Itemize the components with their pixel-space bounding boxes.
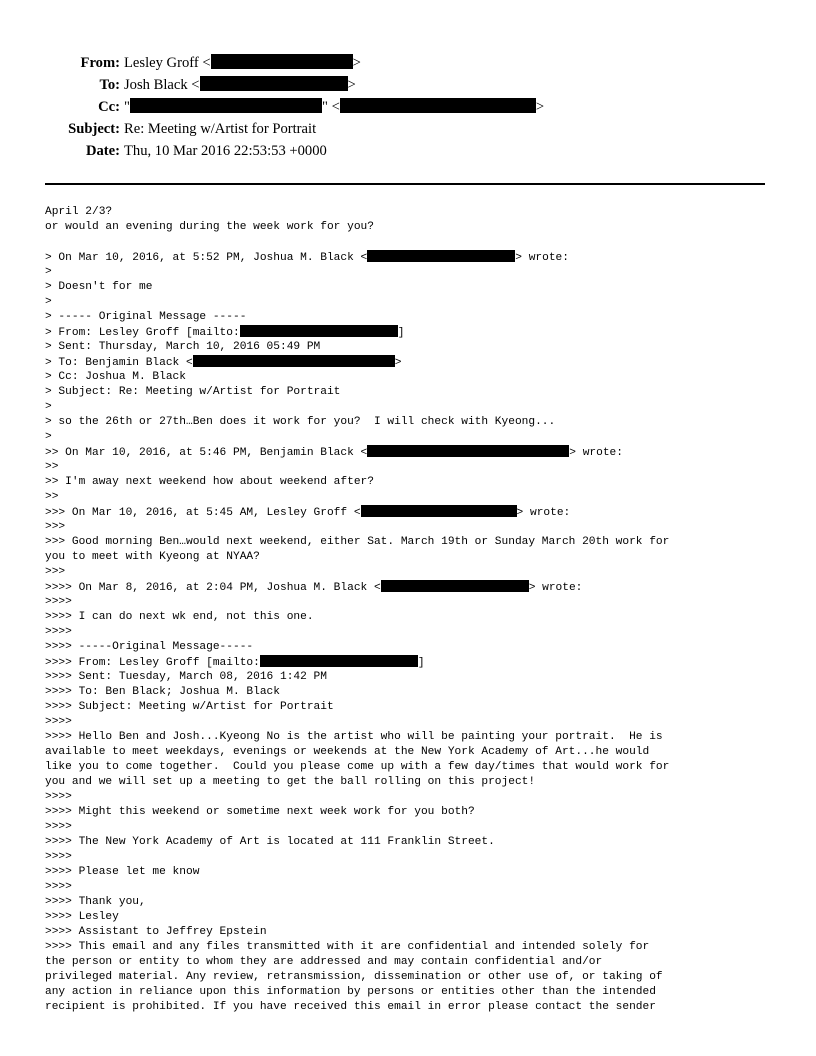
header-divider: [45, 183, 765, 185]
body-line: >>>>: [45, 626, 72, 638]
line-text: >>>> On Mar 8, 2016, at 2:04 PM, Joshua M. Black <: [45, 582, 381, 594]
body-line: privileged material. Any review, retransmission, dissemination or other use of, or taking of: [45, 971, 663, 983]
body-line: >: [45, 431, 52, 443]
cc-mid: " <: [321, 99, 340, 115]
body-line: or would an evening during the week work for you?: [45, 221, 374, 233]
body-line: >>>> Sent: Tuesday, March 08, 2016 1:42 PM: [45, 671, 327, 683]
line-text: > wrote:: [516, 507, 571, 519]
body-line: >>>> The New York Academy of Art is located at 111 Franklin Street.: [45, 836, 495, 848]
body-line: > Doesn't for me: [45, 281, 153, 293]
redaction-block: [340, 98, 536, 113]
body-line: >>>>: [45, 821, 72, 833]
body-line: > Cc: Joshua M. Black: [45, 371, 186, 383]
from-value: [124, 54, 361, 72]
to-name: Josh Black <: [124, 77, 200, 93]
body-line: >>: [45, 461, 59, 473]
cc-open: ": [124, 99, 130, 115]
body-line: > so the 26th or 27th…Ben does it work for you? I will check with Kyeong...: [45, 416, 556, 428]
cc-value: [124, 98, 544, 116]
line-text: > From: Lesley Groff [mailto:: [45, 327, 240, 339]
line-text: >> On Mar 10, 2016, at 5:46 PM, Benjamin Black <: [45, 447, 368, 459]
body-line: >>>> I can do next wk end, not this one.: [45, 611, 314, 623]
body-line: >>>>: [45, 851, 72, 863]
redaction-block: [240, 325, 398, 337]
redaction-block: [130, 98, 322, 113]
body-line: >>>>: [45, 791, 72, 803]
line-text: > To: Benjamin Black <: [45, 357, 193, 369]
redaction-block: [361, 505, 517, 517]
body-line: >>>> This email and any files transmitted with it are confidential and intended solely for: [45, 941, 650, 953]
to-close: >: [347, 77, 356, 93]
body-line: any action in reliance upon this information by persons or entities other than the intended: [45, 986, 656, 998]
line-text: > wrote:: [515, 252, 569, 264]
line-text: >: [394, 357, 402, 369]
body-line: [45, 580, 775, 595]
body-line: >>>> Might this weekend or sometime next week work for you both?: [45, 806, 475, 818]
body-line: >>>> Hello Ben and Josh...Kyeong No is the artist who will be painting your portrait. He is: [45, 731, 663, 743]
body-line: available to meet weekdays, evenings or weekends at the New York Academy of Art...he would: [45, 746, 650, 758]
redaction-block: [367, 445, 569, 457]
redaction-block: [381, 580, 529, 592]
line-text: > On Mar 10, 2016, at 5:52 PM, Joshua M. Black <: [45, 252, 368, 264]
redaction-block: [200, 76, 348, 91]
subject-label: Subject:: [68, 121, 120, 137]
body-line: > Sent: Thursday, March 10, 2016 05:49 PM: [45, 341, 321, 353]
to-label: To:: [99, 77, 120, 93]
body-line: > ----- Original Message -----: [45, 311, 247, 323]
body-line: [45, 250, 775, 265]
body-line: [45, 325, 775, 340]
body-line: >>>>: [45, 716, 72, 728]
body-line: >>>> Lesley: [45, 911, 119, 923]
body-line: >>>> Assistant to Jeffrey Epstein: [45, 926, 267, 938]
body-line: >>>: [45, 521, 66, 533]
body-line: >>>>: [45, 596, 72, 608]
cc-close: >: [535, 99, 545, 115]
date-value: Thu, 10 Mar 2016 22:53:53 +0000: [124, 143, 327, 159]
body-line: >>> Good morning Ben…would next weekend, either Sat. March 19th or Sunday March 20th work for: [45, 536, 670, 548]
to-value: [124, 76, 356, 94]
body-line: >>>> Please let me know: [45, 866, 200, 878]
body-line: >>>> Thank you,: [45, 896, 146, 908]
subject-value: Re: Meeting w/Artist for Portrait: [124, 121, 317, 137]
body-line: >>: [45, 491, 59, 503]
from-label: From:: [80, 55, 120, 71]
body-line: >: [45, 296, 52, 308]
cc-label: Cc:: [98, 99, 120, 115]
body-line: you to meet with Kyeong at NYAA?: [45, 551, 260, 563]
body-line: [45, 655, 775, 670]
line-text: >>>> From: Lesley Groff [mailto:: [45, 657, 260, 669]
body-line: >>>> Subject: Meeting w/Artist for Portrait: [45, 701, 334, 713]
line-text: ]: [417, 657, 425, 669]
line-text: ]: [397, 327, 405, 339]
body-line: recipient is prohibited. If you have received this email in error please contact the sender: [45, 1001, 656, 1013]
body-line: >>>: [45, 566, 66, 578]
body-line: [45, 355, 775, 370]
body-line: >: [45, 266, 52, 278]
email-body: [45, 205, 775, 1015]
from-close: >: [352, 55, 361, 71]
line-text: >>> On Mar 10, 2016, at 5:45 AM, Lesley Groff <: [45, 507, 361, 519]
from-name: Lesley Groff <: [124, 55, 211, 71]
body-line: [45, 505, 775, 520]
body-line: like you to come together. Could you please come up with a few day/times that would work for: [45, 761, 670, 773]
line-text: > wrote:: [528, 582, 583, 594]
line-text: > wrote:: [569, 447, 623, 459]
body-line: >: [45, 401, 52, 413]
body-line: > Subject: Re: Meeting w/Artist for Portrait: [45, 386, 341, 398]
body-line: >>>> To: Ben Black; Joshua M. Black: [45, 686, 280, 698]
body-line: [45, 445, 775, 460]
date-label: Date:: [85, 143, 120, 159]
body-line: the person or entity to whom they are addressed and may contain confidential and/or: [45, 956, 603, 968]
redaction-block: [260, 655, 418, 667]
body-line: April 2/3?: [45, 206, 113, 218]
redaction-block: [211, 54, 353, 69]
redaction-block: [193, 355, 395, 367]
body-line: >>>>: [45, 881, 72, 893]
body-line: >> I'm away next weekend how about weekend after?: [45, 476, 374, 488]
redaction-block: [367, 250, 515, 262]
body-line: >>>> -----Original Message-----: [45, 641, 254, 653]
body-line: you and we will set up a meeting to get the ball rolling on this project!: [45, 776, 536, 788]
